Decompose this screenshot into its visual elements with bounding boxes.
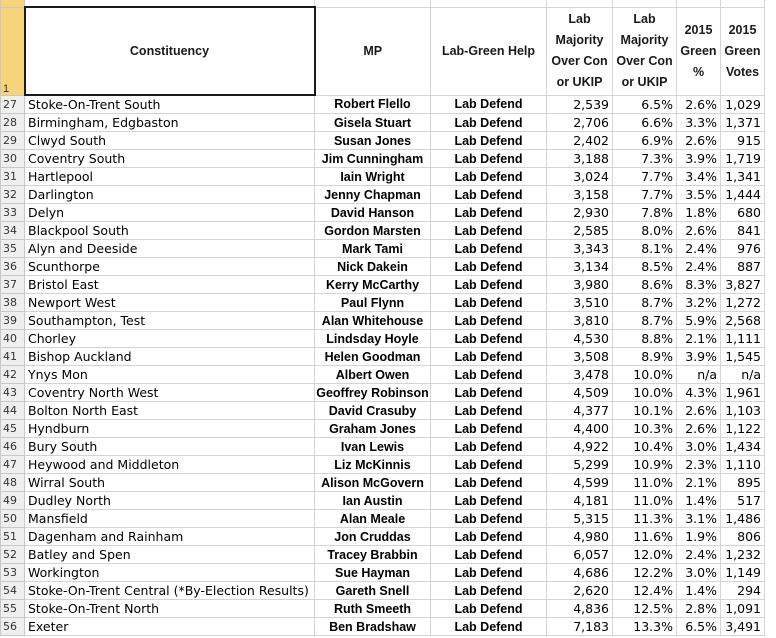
cell-constituency[interactable]: Newport West bbox=[25, 294, 315, 312]
cell-green-votes[interactable]: 806 bbox=[721, 528, 765, 546]
cell-mp[interactable]: Tracey Brabbin bbox=[315, 546, 431, 564]
cell-green-votes[interactable]: 1,149 bbox=[721, 564, 765, 582]
cell-mp[interactable]: Gareth Snell bbox=[315, 582, 431, 600]
cell-green-votes[interactable]: 841 bbox=[721, 222, 765, 240]
cell-constituency[interactable]: Heywood and Middleton bbox=[25, 456, 315, 474]
cell-green-votes[interactable]: 3,491 bbox=[721, 618, 765, 636]
table-row bbox=[1, 510, 765, 528]
cell-mp[interactable]: Liz McKinnis bbox=[315, 456, 431, 474]
cell-green-pct[interactable]: 3.0% bbox=[677, 438, 721, 456]
row-number[interactable]: 51 bbox=[1, 528, 25, 546]
cell-majority-pct[interactable]: 10.0% bbox=[613, 366, 677, 384]
row-number[interactable]: 44 bbox=[1, 402, 25, 420]
cell-constituency[interactable]: Wirral South bbox=[25, 474, 315, 492]
cell-majority[interactable]: 4,400 bbox=[547, 420, 613, 438]
row-number[interactable]: 31 bbox=[1, 168, 25, 186]
cell-constituency[interactable]: Bristol East bbox=[25, 276, 315, 294]
cell-help[interactable]: Lab Defend bbox=[431, 618, 547, 636]
cell-majority-pct[interactable]: 10.1% bbox=[613, 402, 677, 420]
row-number[interactable]: 36 bbox=[1, 258, 25, 276]
cell-majority[interactable]: 3,024 bbox=[547, 168, 613, 186]
cell-constituency[interactable]: Stoke-On-Trent North bbox=[25, 600, 315, 618]
cell-majority[interactable]: 2,539 bbox=[547, 95, 613, 114]
header-majority-pct[interactable]: Lab Majority Over Con or UKIP bbox=[613, 7, 677, 95]
cell-help[interactable]: Lab Defend bbox=[431, 438, 547, 456]
row-number[interactable]: 33 bbox=[1, 204, 25, 222]
cell-green-pct[interactable]: 3.1% bbox=[677, 510, 721, 528]
table-row bbox=[1, 348, 765, 366]
cell-help[interactable]: Lab Defend bbox=[431, 186, 547, 204]
row-number[interactable]: 52 bbox=[1, 546, 25, 564]
cell-green-pct[interactable]: 2.8% bbox=[677, 600, 721, 618]
cell-majority-pct[interactable]: 12.0% bbox=[613, 546, 677, 564]
table-row bbox=[1, 528, 765, 546]
cell-majority[interactable]: 2,930 bbox=[547, 204, 613, 222]
cell-majority-pct[interactable]: 6.6% bbox=[613, 114, 677, 132]
row-number[interactable]: 32 bbox=[1, 186, 25, 204]
cell-constituency[interactable]: Clwyd South bbox=[25, 132, 315, 150]
cell-majority[interactable]: 3,134 bbox=[547, 258, 613, 276]
table-row bbox=[1, 294, 765, 312]
cell-help[interactable]: Lab Defend bbox=[431, 582, 547, 600]
row-number[interactable]: 56 bbox=[1, 618, 25, 636]
cell-help[interactable]: Lab Defend bbox=[431, 168, 547, 186]
cell-constituency[interactable]: Coventry North West bbox=[25, 384, 315, 402]
cell-green-pct[interactable]: 2.6% bbox=[677, 420, 721, 438]
cell-constituency[interactable]: Stoke-On-Trent Central (*By-Election Results) bbox=[25, 582, 315, 600]
cell-majority[interactable]: 3,980 bbox=[547, 276, 613, 294]
cell-mp[interactable]: Jim Cunningham bbox=[315, 150, 431, 168]
cell-green-votes[interactable]: 1,232 bbox=[721, 546, 765, 564]
table-row bbox=[1, 402, 765, 420]
cell-majority-pct[interactable]: 8.7% bbox=[613, 312, 677, 330]
cell-green-pct[interactable]: 3.9% bbox=[677, 348, 721, 366]
row-number[interactable]: 39 bbox=[1, 312, 25, 330]
cell-majority[interactable]: 3,508 bbox=[547, 348, 613, 366]
cell-green-pct[interactable]: 2.3% bbox=[677, 456, 721, 474]
cell-majority[interactable]: 4,509 bbox=[547, 384, 613, 402]
cell-green-votes[interactable]: 1,111 bbox=[721, 330, 765, 348]
cell-help[interactable]: Lab Defend bbox=[431, 222, 547, 240]
header-mp[interactable]: MP bbox=[315, 7, 431, 95]
cell-majority-pct[interactable]: 8.0% bbox=[613, 222, 677, 240]
cell-green-pct[interactable]: 3.2% bbox=[677, 294, 721, 312]
cell-help[interactable]: Lab Defend bbox=[431, 456, 547, 474]
cell-green-pct[interactable]: 2.4% bbox=[677, 240, 721, 258]
cell-help[interactable]: Lab Defend bbox=[431, 420, 547, 438]
cell-green-votes[interactable]: 976 bbox=[721, 240, 765, 258]
cell-mp[interactable]: Helen Goodman bbox=[315, 348, 431, 366]
cell-majority[interactable]: 5,299 bbox=[547, 456, 613, 474]
cell-mp[interactable]: Gordon Marsten bbox=[315, 222, 431, 240]
cell-mp[interactable]: Alan Whitehouse bbox=[315, 312, 431, 330]
cell-help[interactable]: Lab Defend bbox=[431, 240, 547, 258]
row-number[interactable]: 34 bbox=[1, 222, 25, 240]
cell-green-pct[interactable]: 2.1% bbox=[677, 474, 721, 492]
cell-mp[interactable]: Paul Flynn bbox=[315, 294, 431, 312]
cell-green-votes[interactable]: 1,434 bbox=[721, 438, 765, 456]
cell-constituency[interactable]: Ynys Mon bbox=[25, 366, 315, 384]
table-row bbox=[1, 474, 765, 492]
cell-help[interactable]: Lab Defend bbox=[431, 564, 547, 582]
row-number[interactable]: 55 bbox=[1, 600, 25, 618]
cell-help[interactable]: Lab Defend bbox=[431, 294, 547, 312]
cell-constituency[interactable]: Coventry South bbox=[25, 150, 315, 168]
cell-mp[interactable]: Sue Hayman bbox=[315, 564, 431, 582]
cell-help[interactable]: Lab Defend bbox=[431, 402, 547, 420]
cell-green-pct[interactable]: 1.8% bbox=[677, 204, 721, 222]
cell-majority[interactable]: 3,188 bbox=[547, 150, 613, 168]
table-row bbox=[1, 222, 765, 240]
cell-green-votes[interactable]: 1,110 bbox=[721, 456, 765, 474]
cell-mp[interactable]: Alan Meale bbox=[315, 510, 431, 528]
cell-mp[interactable]: Lindsday Hoyle bbox=[315, 330, 431, 348]
cell-green-votes[interactable]: 1,444 bbox=[721, 186, 765, 204]
table-row bbox=[1, 330, 765, 348]
cell-mp[interactable]: Susan Jones bbox=[315, 132, 431, 150]
cell-green-pct[interactable]: 5.9% bbox=[677, 312, 721, 330]
cell-help[interactable]: Lab Defend bbox=[431, 492, 547, 510]
cell-constituency[interactable]: Blackpool South bbox=[25, 222, 315, 240]
row-number[interactable]: 48 bbox=[1, 474, 25, 492]
cell-mp[interactable]: Gisela Stuart bbox=[315, 114, 431, 132]
row-number[interactable]: 40 bbox=[1, 330, 25, 348]
table-row bbox=[1, 492, 765, 510]
cell-green-votes[interactable]: 1,272 bbox=[721, 294, 765, 312]
table-row bbox=[1, 420, 765, 438]
cell-majority-pct[interactable]: 7.3% bbox=[613, 150, 677, 168]
cell-majority[interactable]: 4,686 bbox=[547, 564, 613, 582]
cell-majority-pct[interactable]: 8.9% bbox=[613, 348, 677, 366]
table-row bbox=[1, 114, 765, 132]
table-row bbox=[1, 600, 765, 618]
row-number[interactable]: 38 bbox=[1, 294, 25, 312]
cell-mp[interactable]: Mark Tami bbox=[315, 240, 431, 258]
cell-green-pct[interactable]: 2.6% bbox=[677, 95, 721, 114]
cell-constituency[interactable]: Exeter bbox=[25, 618, 315, 636]
header-help[interactable]: Lab-Green Help bbox=[431, 7, 547, 95]
cell-majority[interactable]: 3,343 bbox=[547, 240, 613, 258]
cell-majority-pct[interactable]: 7.8% bbox=[613, 204, 677, 222]
cell-mp[interactable]: Ruth Smeeth bbox=[315, 600, 431, 618]
cell-constituency[interactable]: Bishop Auckland bbox=[25, 348, 315, 366]
column-header-strip bbox=[1, 0, 765, 7]
cell-green-votes[interactable]: 517 bbox=[721, 492, 765, 510]
table-row bbox=[1, 240, 765, 258]
cell-majority-pct[interactable]: 12.5% bbox=[613, 600, 677, 618]
cell-majority-pct[interactable]: 10.4% bbox=[613, 438, 677, 456]
table-row bbox=[1, 276, 765, 294]
cell-majority[interactable]: 4,599 bbox=[547, 474, 613, 492]
cell-green-pct[interactable]: 3.0% bbox=[677, 564, 721, 582]
cell-mp[interactable]: David Hanson bbox=[315, 204, 431, 222]
cell-help[interactable]: Lab Defend bbox=[431, 348, 547, 366]
cell-green-votes[interactable]: 1,371 bbox=[721, 114, 765, 132]
cell-majority-pct[interactable]: 7.7% bbox=[613, 168, 677, 186]
cell-mp[interactable]: Jon Cruddas bbox=[315, 528, 431, 546]
cell-mp[interactable]: Nick Dakein bbox=[315, 258, 431, 276]
cell-green-pct[interactable]: 3.9% bbox=[677, 150, 721, 168]
cell-majority[interactable]: 3,478 bbox=[547, 366, 613, 384]
cell-green-pct[interactable]: 3.5% bbox=[677, 186, 721, 204]
cell-help[interactable]: Lab Defend bbox=[431, 114, 547, 132]
cell-green-pct[interactable]: 2.6% bbox=[677, 222, 721, 240]
cell-green-votes[interactable]: 1,545 bbox=[721, 348, 765, 366]
cell-majority[interactable]: 4,530 bbox=[547, 330, 613, 348]
cell-help[interactable]: Lab Defend bbox=[431, 546, 547, 564]
cell-green-votes[interactable]: 1,719 bbox=[721, 150, 765, 168]
row-number[interactable]: 53 bbox=[1, 564, 25, 582]
cell-mp[interactable]: Ben Bradshaw bbox=[315, 618, 431, 636]
table-row bbox=[1, 564, 765, 582]
cell-green-votes[interactable]: n/a bbox=[721, 366, 765, 384]
cell-constituency[interactable]: Workington bbox=[25, 564, 315, 582]
cell-majority[interactable]: 5,315 bbox=[547, 510, 613, 528]
cell-green-votes[interactable]: 680 bbox=[721, 204, 765, 222]
cell-majority[interactable]: 3,810 bbox=[547, 312, 613, 330]
cell-green-votes[interactable]: 1,103 bbox=[721, 402, 765, 420]
cell-green-pct[interactable]: 2.4% bbox=[677, 546, 721, 564]
cell-green-votes[interactable]: 895 bbox=[721, 474, 765, 492]
cell-help[interactable]: Lab Defend bbox=[431, 510, 547, 528]
cell-majority-pct[interactable]: 10.0% bbox=[613, 384, 677, 402]
cell-help[interactable]: Lab Defend bbox=[431, 330, 547, 348]
cell-constituency[interactable]: Chorley bbox=[25, 330, 315, 348]
cell-green-pct[interactable]: 8.3% bbox=[677, 276, 721, 294]
cell-green-votes[interactable]: 2,568 bbox=[721, 312, 765, 330]
row-number[interactable]: 46 bbox=[1, 438, 25, 456]
header-constituency[interactable]: Constituency bbox=[25, 7, 315, 95]
row-number[interactable]: 42 bbox=[1, 366, 25, 384]
cell-green-votes[interactable]: 1,961 bbox=[721, 384, 765, 402]
table-row bbox=[1, 168, 765, 186]
cell-help[interactable]: Lab Defend bbox=[431, 150, 547, 168]
cell-green-votes[interactable]: 1,341 bbox=[721, 168, 765, 186]
cell-majority-pct[interactable]: 8.7% bbox=[613, 294, 677, 312]
row-number[interactable]: 35 bbox=[1, 240, 25, 258]
cell-majority[interactable]: 2,402 bbox=[547, 132, 613, 150]
cell-green-votes[interactable]: 1,091 bbox=[721, 600, 765, 618]
row-number[interactable]: 30 bbox=[1, 150, 25, 168]
cell-majority-pct[interactable]: 8.8% bbox=[613, 330, 677, 348]
cell-majority[interactable]: 4,181 bbox=[547, 492, 613, 510]
cell-majority[interactable]: 4,377 bbox=[547, 402, 613, 420]
cell-majority-pct[interactable]: 11.3% bbox=[613, 510, 677, 528]
cell-green-pct[interactable]: 2.1% bbox=[677, 330, 721, 348]
row-number[interactable]: 43 bbox=[1, 384, 25, 402]
row-number[interactable]: 27 bbox=[1, 95, 25, 114]
cell-help[interactable]: Lab Defend bbox=[431, 132, 547, 150]
row-number[interactable]: 1 bbox=[1, 7, 25, 95]
cell-majority-pct[interactable]: 10.3% bbox=[613, 420, 677, 438]
cell-constituency[interactable]: Darlington bbox=[25, 186, 315, 204]
cell-majority-pct[interactable]: 7.7% bbox=[613, 186, 677, 204]
cell-constituency[interactable]: Birmingham, Edgbaston bbox=[25, 114, 315, 132]
cell-majority[interactable]: 2,706 bbox=[547, 114, 613, 132]
cell-green-pct[interactable]: 1.9% bbox=[677, 528, 721, 546]
cell-mp[interactable]: Graham Jones bbox=[315, 420, 431, 438]
cell-constituency[interactable]: Delyn bbox=[25, 204, 315, 222]
cell-green-votes[interactable]: 294 bbox=[721, 582, 765, 600]
cell-constituency[interactable]: Scunthorpe bbox=[25, 258, 315, 276]
table-row bbox=[1, 150, 765, 168]
cell-help[interactable]: Lab Defend bbox=[431, 204, 547, 222]
row-number[interactable]: 37 bbox=[1, 276, 25, 294]
table-row bbox=[1, 384, 765, 402]
cell-majority-pct[interactable]: 11.6% bbox=[613, 528, 677, 546]
cell-green-pct[interactable]: 3.4% bbox=[677, 168, 721, 186]
cell-mp[interactable]: Jenny Chapman bbox=[315, 186, 431, 204]
cell-majority[interactable]: 4,980 bbox=[547, 528, 613, 546]
table-row bbox=[1, 95, 765, 114]
cell-majority-pct[interactable]: 13.3% bbox=[613, 618, 677, 636]
cell-green-pct[interactable]: 2.4% bbox=[677, 258, 721, 276]
cell-mp[interactable]: Albert Owen bbox=[315, 366, 431, 384]
cell-constituency[interactable]: Hartlepool bbox=[25, 168, 315, 186]
header-row bbox=[1, 7, 765, 95]
row-number[interactable]: 29 bbox=[1, 132, 25, 150]
cell-help[interactable]: Lab Defend bbox=[431, 384, 547, 402]
cell-majority-pct[interactable]: 8.1% bbox=[613, 240, 677, 258]
row-number[interactable]: 54 bbox=[1, 582, 25, 600]
cell-majority-pct[interactable]: 10.9% bbox=[613, 456, 677, 474]
cell-mp[interactable]: Geoffrey Robinson bbox=[316, 385, 429, 400]
cell-mp[interactable]: David Crasuby bbox=[315, 402, 431, 420]
cell-green-votes[interactable]: 3,827 bbox=[721, 276, 765, 294]
cell-green-pct[interactable]: 2.6% bbox=[677, 132, 721, 150]
cell-help[interactable]: Lab Defend bbox=[431, 600, 547, 618]
cell-mp[interactable]: Ian Austin bbox=[315, 492, 431, 510]
table-row bbox=[1, 438, 765, 456]
cell-majority-pct[interactable]: 11.0% bbox=[613, 492, 677, 510]
cell-majority[interactable]: 7,183 bbox=[547, 618, 613, 636]
cell-help[interactable]: Lab Defend bbox=[431, 276, 547, 294]
table-row bbox=[1, 618, 765, 636]
cell-green-pct[interactable]: 6.5% bbox=[677, 618, 721, 636]
cell-majority[interactable]: 2,620 bbox=[547, 582, 613, 600]
header-majority-con[interactable]: Lab Majority Over Con or UKIP bbox=[547, 7, 613, 95]
cell-help[interactable]: Lab Defend bbox=[431, 258, 547, 276]
cell-majority-pct[interactable]: 8.6% bbox=[613, 276, 677, 294]
cell-majority[interactable]: 2,585 bbox=[547, 222, 613, 240]
table-row bbox=[1, 546, 765, 564]
cell-help[interactable]: Lab Defend bbox=[431, 474, 547, 492]
cell-majority[interactable]: 4,836 bbox=[547, 600, 613, 618]
cell-help[interactable]: Lab Defend bbox=[431, 312, 547, 330]
cell-green-votes[interactable]: 887 bbox=[721, 258, 765, 276]
header-green-votes[interactable]: 2015 Green Votes bbox=[721, 7, 765, 95]
cell-green-pct[interactable]: 1.4% bbox=[677, 492, 721, 510]
table-row bbox=[1, 366, 765, 384]
cell-help[interactable]: Lab Defend bbox=[431, 528, 547, 546]
cell-majority-pct[interactable]: 8.5% bbox=[613, 258, 677, 276]
cell-mp[interactable]: Kerry McCarthy bbox=[315, 276, 431, 294]
cell-help[interactable]: Lab Defend bbox=[431, 95, 547, 114]
cell-constituency[interactable]: Dagenham and Rainham bbox=[25, 528, 315, 546]
cell-majority-pct[interactable]: 6.5% bbox=[613, 95, 677, 114]
cell-green-votes[interactable]: 1,029 bbox=[721, 95, 765, 114]
cell-green-pct[interactable]: 2.6% bbox=[677, 402, 721, 420]
cell-majority[interactable]: 4,922 bbox=[547, 438, 613, 456]
table-row bbox=[1, 258, 765, 276]
cell-green-votes[interactable]: 1,486 bbox=[721, 510, 765, 528]
cell-constituency[interactable]: Alyn and Deeside bbox=[25, 240, 315, 258]
cell-green-votes[interactable]: 1,122 bbox=[721, 420, 765, 438]
cell-green-pct[interactable]: n/a bbox=[677, 366, 721, 384]
table-row bbox=[1, 186, 765, 204]
cell-majority-pct[interactable]: 6.9% bbox=[613, 132, 677, 150]
cell-constituency[interactable]: Mansfield bbox=[25, 510, 315, 528]
row-number[interactable]: 50 bbox=[1, 510, 25, 528]
cell-help[interactable]: Lab Defend bbox=[431, 366, 547, 384]
row-number[interactable]: 45 bbox=[1, 420, 25, 438]
cell-green-pct[interactable]: 1.4% bbox=[677, 582, 721, 600]
cell-constituency[interactable]: Bolton North East bbox=[25, 402, 315, 420]
row-number[interactable]: 28 bbox=[1, 114, 25, 132]
cell-mp[interactable]: Iain Wright bbox=[315, 168, 431, 186]
cell-majority[interactable]: 6,057 bbox=[547, 546, 613, 564]
cell-majority-pct[interactable]: 12.2% bbox=[613, 564, 677, 582]
cell-constituency[interactable]: Southampton, Test bbox=[25, 312, 315, 330]
row-number[interactable]: 47 bbox=[1, 456, 25, 474]
cell-constituency[interactable]: Bury South bbox=[25, 438, 315, 456]
cell-constituency[interactable]: Batley and Spen bbox=[25, 546, 315, 564]
table-row bbox=[1, 456, 765, 474]
table-row bbox=[1, 204, 765, 222]
cell-mp[interactable]: Alison McGovern bbox=[315, 474, 431, 492]
header-green-pct[interactable]: 2015 Green % bbox=[677, 7, 721, 95]
cell-constituency[interactable]: Dudley North bbox=[25, 492, 315, 510]
cell-green-pct[interactable]: 3.3% bbox=[677, 114, 721, 132]
cell-majority[interactable]: 3,158 bbox=[547, 186, 613, 204]
cell-majority[interactable]: 3,510 bbox=[547, 294, 613, 312]
cell-constituency[interactable]: Stoke-On-Trent South bbox=[25, 95, 315, 114]
table-row bbox=[1, 582, 765, 600]
cell-majority-pct[interactable]: 12.4% bbox=[613, 582, 677, 600]
table-row bbox=[1, 312, 765, 330]
row-number[interactable]: 41 bbox=[1, 348, 25, 366]
cell-green-pct[interactable]: 4.3% bbox=[677, 384, 721, 402]
cell-majority-pct[interactable]: 11.0% bbox=[613, 474, 677, 492]
cell-mp[interactable]: Robert Flello bbox=[315, 95, 431, 114]
cell-constituency[interactable]: Hyndburn bbox=[25, 420, 315, 438]
cell-green-votes[interactable]: 915 bbox=[721, 132, 765, 150]
table-row bbox=[1, 132, 765, 150]
row-number[interactable]: 49 bbox=[1, 492, 25, 510]
cell-mp[interactable]: Ivan Lewis bbox=[315, 438, 431, 456]
